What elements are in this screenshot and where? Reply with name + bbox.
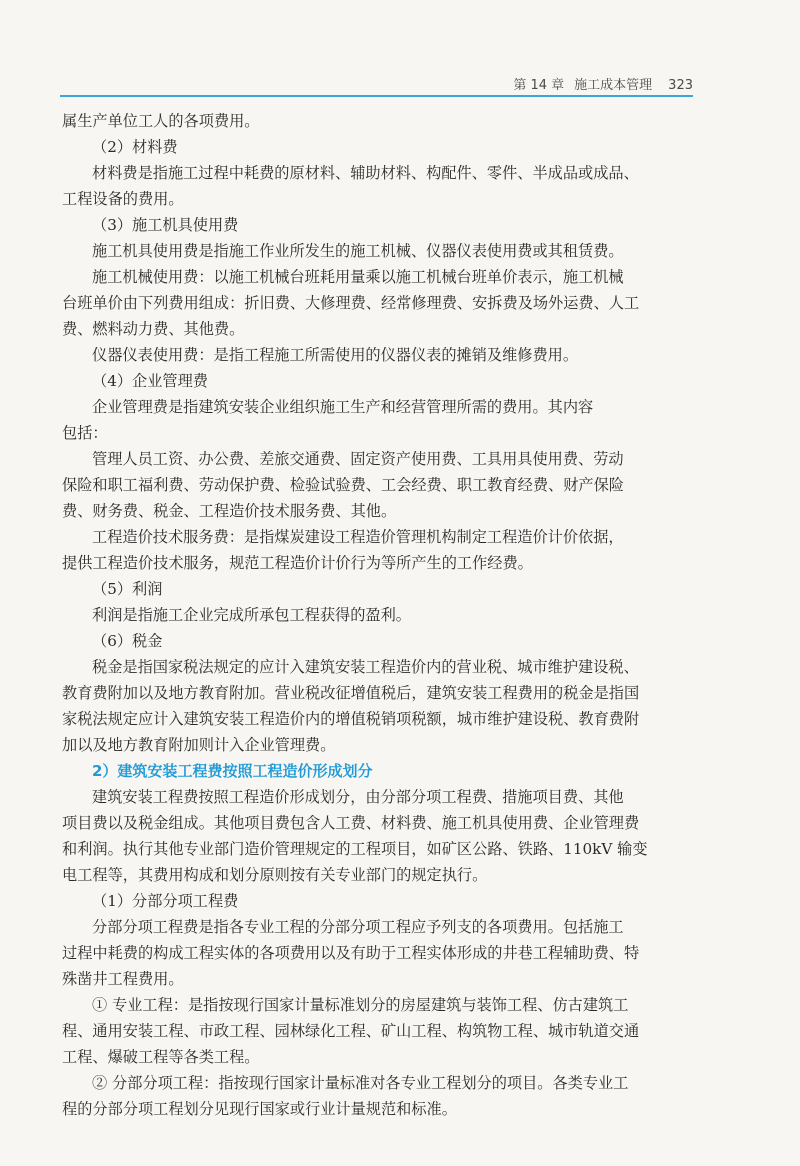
text-line: 企业管理费是指建筑安装企业组织施工生产和经营管理所需的费用。其内容 bbox=[92, 398, 594, 416]
subsection-heading: （2）材料费 bbox=[92, 138, 178, 156]
text-line: 工程设备的费用。 bbox=[62, 190, 184, 208]
text-line: 建筑安装工程费按照工程造价形成划分，由分部分项工程费、措施项目费、其他 bbox=[92, 788, 624, 806]
page-number: 323 bbox=[668, 78, 693, 93]
text-line: 程、通用安装工程、市政工程、园林绿化工程、矿山工程、构筑物工程、城市轨道交通 bbox=[62, 1022, 640, 1040]
text-line: 程的分部分项工程划分见现行国家或行业计量规范和标准。 bbox=[62, 1100, 457, 1118]
text-line: 施工机具使用费是指施工作业所发生的施工机械、仪器仪表使用费或其租赁费。 bbox=[92, 242, 624, 260]
text-line: 材料费是指施工过程中耗费的原材料、辅助材料、构配件、零件、半成品或成品、 bbox=[92, 164, 639, 182]
text-line: 管理人员工资、办公费、差旅交通费、固定资产使用费、工具用具使用费、劳动 bbox=[92, 450, 624, 468]
subsection-heading: （1）分部分项工程费 bbox=[92, 892, 239, 910]
text-line: 包括： bbox=[62, 424, 108, 442]
text-line: 分部分项工程费是指各专业工程的分部分项工程应予列支的各项费用。包括施工 bbox=[92, 918, 624, 936]
list-item: ① 专业工程：是指按现行国家计量标准划分的房屋建筑与装饰工程、仿古建筑工 bbox=[92, 996, 629, 1014]
subsection-heading: （6）税金 bbox=[92, 632, 163, 650]
text-line: 台班单价由下列费用组成：折旧费、大修理费、经常修理费、安拆费及场外运费、人工 bbox=[62, 294, 640, 312]
subsection-heading: （4）企业管理费 bbox=[92, 372, 208, 390]
text-line: 殊凿井工程费用。 bbox=[62, 970, 184, 988]
text-line: 保险和职工福利费、劳动保护费、检验试验费、工会经费、职工教育经费、财产保险 bbox=[62, 476, 624, 494]
text-line: 提供工程造价技术服务，规范工程造价计价行为等所产生的工作经费。 bbox=[62, 554, 533, 572]
chapter-title: 施工成本管理 bbox=[574, 78, 653, 93]
subsection-heading: （5）利润 bbox=[92, 580, 163, 598]
text-line: 教育费附加以及地方教育附加。营业税改征增值税后，建筑安装工程费用的税金是指国 bbox=[62, 684, 640, 702]
text-line: 加以及地方教育附加则计入企业管理费。 bbox=[62, 736, 336, 754]
text-line: 费、燃料动力费、其他费。 bbox=[62, 320, 245, 338]
text-line: 过程中耗费的构成工程实体的各项费用以及有助于工程实体形成的井巷工程辅助费、特 bbox=[62, 944, 640, 962]
text-line: 税金是指国家税法规定的应计入建筑安装工程造价内的营业税、城市维护建设税、 bbox=[92, 658, 639, 676]
text-line: 利润是指施工企业完成所承包工程获得的盈利。 bbox=[92, 606, 411, 624]
text-line: 施工机械使用费：以施工机械台班耗用量乘以施工机械台班单价表示，施工机械 bbox=[92, 268, 624, 286]
header-text bbox=[513, 74, 693, 93]
running-header bbox=[60, 66, 693, 98]
section-heading: 2）建筑安装工程费按照工程造价形成划分 bbox=[92, 762, 373, 780]
chapter-number: 第 14 章 bbox=[513, 78, 565, 93]
list-item: ② 分部分项工程：指按现行国家计量标准对各专业工程划分的项目。各类专业工 bbox=[92, 1074, 629, 1092]
text-line: 费、财务费、税金、工程造价技术服务费、其他。 bbox=[62, 502, 397, 520]
text-line: 家税法规定应计入建筑安装工程造价内的增值税销项税额，城市维护建设税、教育费附 bbox=[62, 710, 640, 728]
text-line: 属生产单位工人的各项费用。 bbox=[62, 112, 260, 130]
subsection-heading: （3）施工机具使用费 bbox=[92, 216, 239, 234]
text-line: 工程造价技术服务费：是指煤炭建设工程造价管理机构制定工程造价计价依据， bbox=[92, 528, 624, 546]
text-line: 电工程等，其费用构成和划分原则按有关专业部门的规定执行。 bbox=[62, 866, 488, 884]
text-line: 工程、爆破工程等各类工程。 bbox=[62, 1048, 260, 1066]
text-line: 项目费以及税金组成。其他项目费包含人工费、材料费、施工机具使用费、企业管理费 bbox=[62, 814, 640, 832]
body-text bbox=[62, 108, 692, 1122]
text-line: 仪器仪表使用费：是指工程施工所需使用的仪器仪表的摊销及维修费用。 bbox=[92, 346, 578, 364]
text-line: 和利润。执行其他专业部门造价管理规定的工程项目，如矿区公路、铁路、110kV 输变 bbox=[62, 840, 648, 858]
header-rule bbox=[60, 95, 693, 97]
